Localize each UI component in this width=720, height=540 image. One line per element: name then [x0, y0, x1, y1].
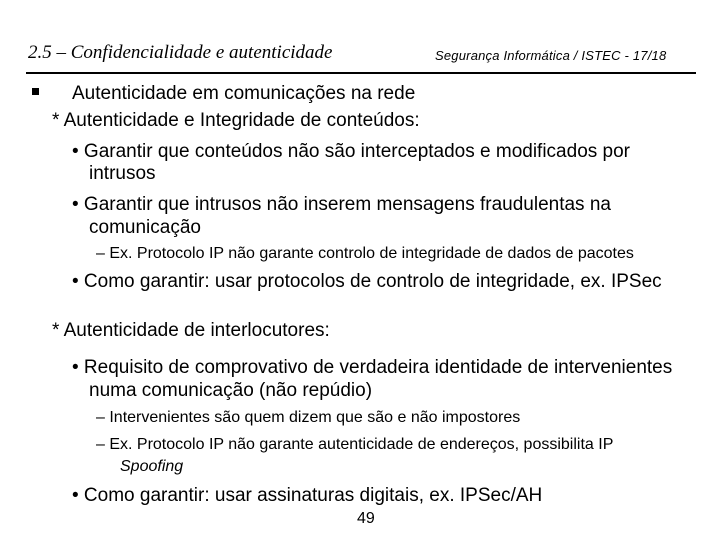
dash-ip-spoofing: – Ex. Protocolo IP não garante autenticidade de endereços, possibilita IP: [96, 436, 614, 453]
bullet-interception-cont: intrusos: [89, 163, 156, 184]
dash-impostors: – Intervenientes são quem dizem que são e não impostores: [96, 409, 521, 426]
bullet-identity: • Requisito de comprovativo de verdadeira identidade de intervenientes: [72, 357, 673, 378]
dash-ip-spoofing-cont: Spoofing: [120, 458, 184, 475]
square-bullet-icon: [32, 88, 39, 95]
main-bullet: Autenticidade em comunicações na rede: [72, 83, 416, 104]
page-number: 49: [357, 510, 375, 527]
bullet-identity-cont: numa comunicação (não repúdio): [89, 380, 373, 401]
bullet-ipsec: • Como garantir: usar protocolos de controlo de integridade, ex. IPSec: [72, 271, 662, 292]
header-divider: [26, 72, 696, 74]
dash-ip-integrity: – Ex. Protocolo IP não garante controlo de integridade de dados de pacotes: [96, 245, 634, 262]
course-info: Segurança Informática / ISTEC - 17/18: [435, 48, 667, 63]
subheading-integrity: * Autenticidade e Integridade de conteúdos:: [52, 110, 420, 131]
bullet-fraud: • Garantir que intrusos não inserem mensagens fraudulentas na: [72, 194, 611, 215]
slide-title: 2.5 – Confidencialidade e autenticidade: [28, 42, 333, 63]
bullet-interception: • Garantir que conteúdos não são interceptados e modificados por: [72, 141, 630, 162]
bullet-fraud-cont: comunicação: [89, 217, 201, 238]
subheading-interlocutors: * Autenticidade de interlocutores:: [52, 320, 330, 341]
bullet-signatures: • Como garantir: usar assinaturas digitais, ex. IPSec/AH: [72, 485, 543, 506]
